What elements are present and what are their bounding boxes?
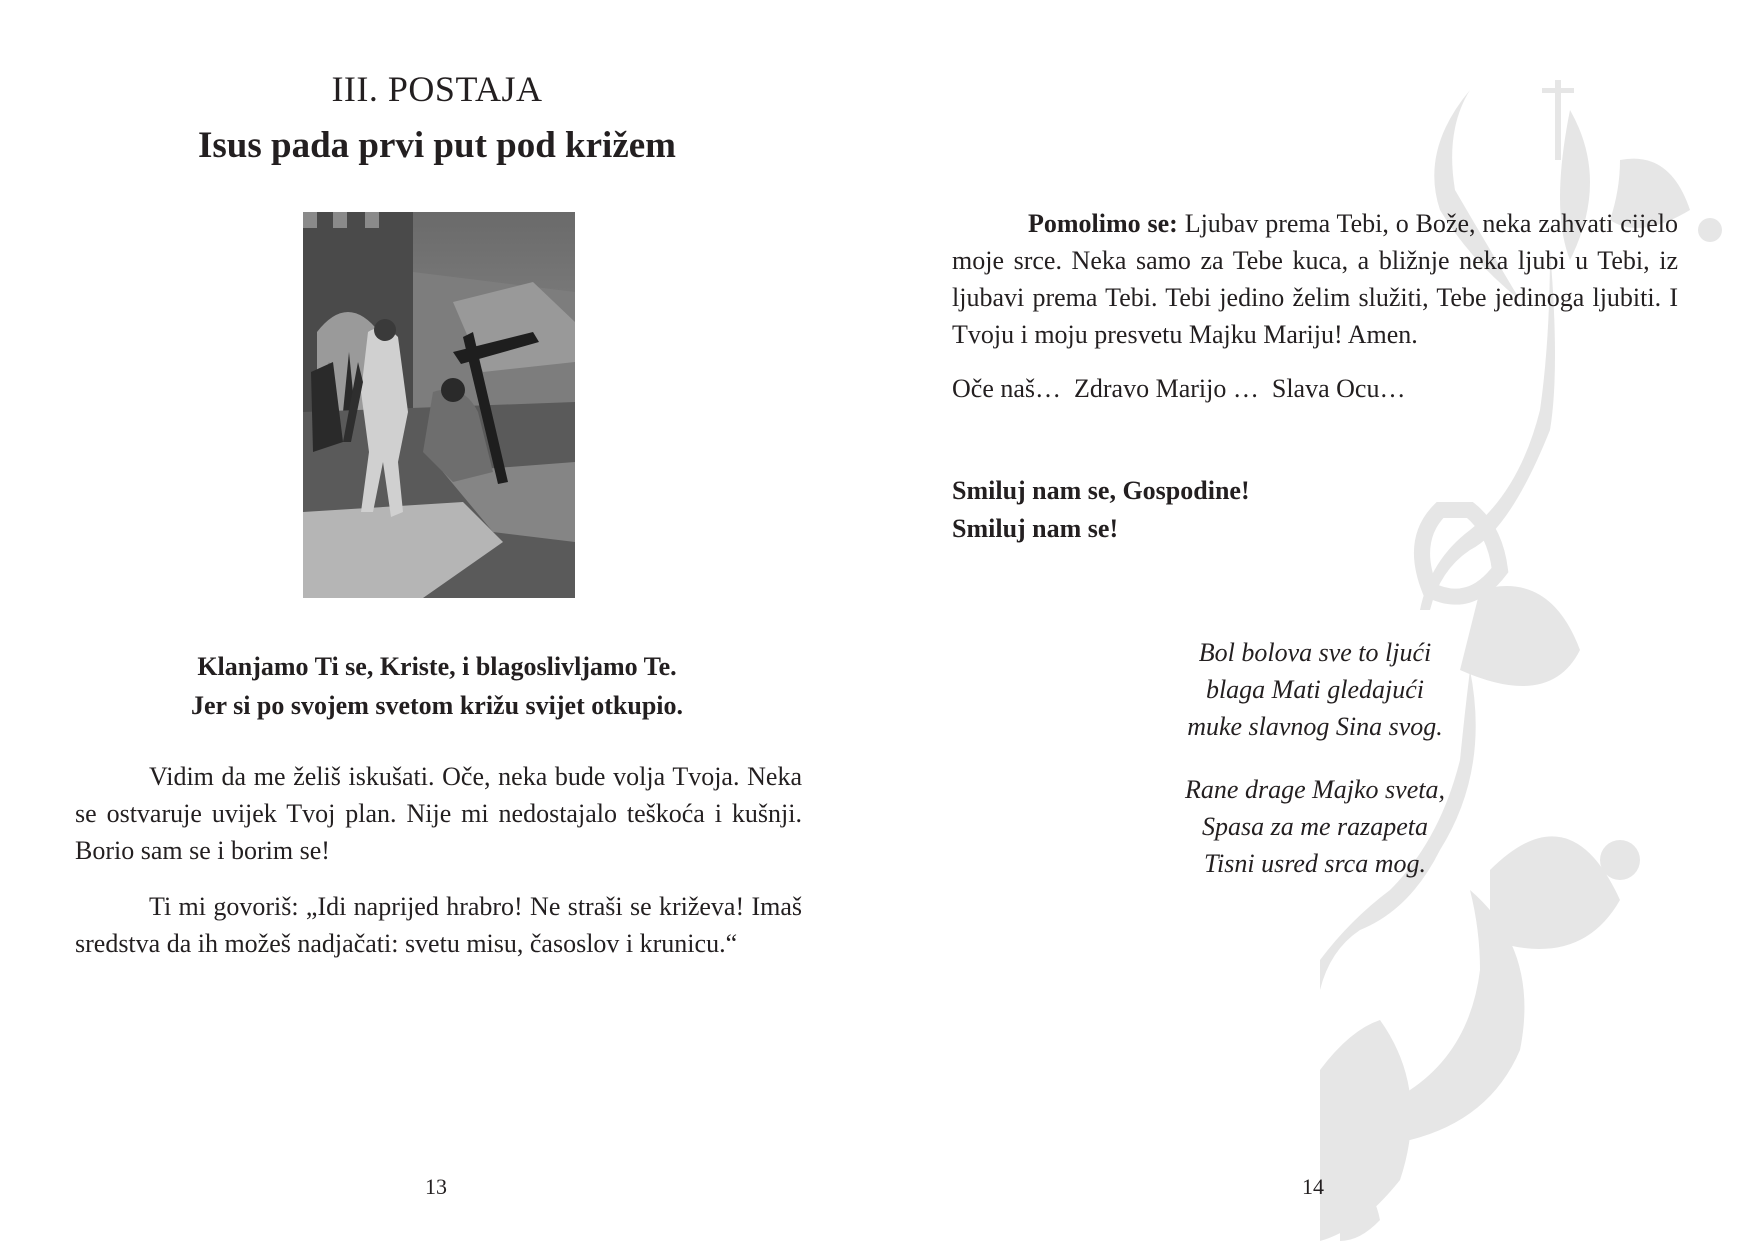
hymn-stanza [1110,634,1520,745]
station-number: III. POSTAJA [331,69,543,109]
page-number-right: 14 [1302,1174,1324,1199]
stanza-line: muke slavnog Sina svog. [1187,712,1443,741]
mercy-line: Smiluj nam se, Gospodine! [952,476,1250,505]
mercy-line: Smiluj nam se! [952,514,1119,543]
paragraph-text: Ti mi govoriš: „Idi naprijed hrabro! Ne straši se križeva! Imaš sredstva da ih možeš nadjačati: svetu misu, časoslov i krunicu.“ [75,892,802,958]
station-illustration [303,212,575,598]
left-page [0,0,874,1241]
prayer-paragraph [952,205,1678,353]
stanza-line: Rane drage Majko sveta, [1185,775,1445,804]
meditation-paragraph [75,888,802,962]
adoration-verse [0,647,874,725]
hymn-stanza [1110,771,1520,882]
stanza-line: Tisni usred srca mog. [1204,849,1426,878]
stanza-line: Spasa za me razapeta [1201,812,1429,841]
station-title: Isus pada prvi put pod križem [197,125,677,166]
stanza-line: blaga Mati gledajući [1205,675,1425,704]
adoration-line: Klanjamo Ti se, Kriste, i blagoslivljamo Te. [197,652,677,681]
mercy-invocation [952,472,1250,548]
paragraph-text: Vidim da me želiš iskušati. Oče, neka bude volja Tvoja. Neka se ostvaruje uvijek Tvoj plan. Nije mi nedostajalo teškoća i kušnji. Borio sam se i borim se! [75,762,802,865]
closing-prayer [952,205,1678,353]
prayers-line: Oče naš… Zdravo Marijo … Slava Ocu… [952,374,1406,403]
stanza-line: Bol bolova sve to ljući [1198,638,1432,667]
meditation-paragraph [75,758,802,869]
prayer-text: Ljubav prema Tebi, o Bože, neka zahvati cijelo moje srce. Neka samo za Tebe kuca, a bližnje neka ljubi u Tebi, iz ljubavi prema Tebi. Tebi jedino želim služiti, Tebe jedinoga ljubiti. I Tvoju i moju presvetu Majku Mariju! Amen. [952,209,1678,349]
adoration-line: Jer si po svojem svetom križu svijet otkupio. [190,691,684,720]
prayer-lead: Pomolimo se: [1028,209,1178,238]
page-number-left: 13 [425,1174,447,1199]
